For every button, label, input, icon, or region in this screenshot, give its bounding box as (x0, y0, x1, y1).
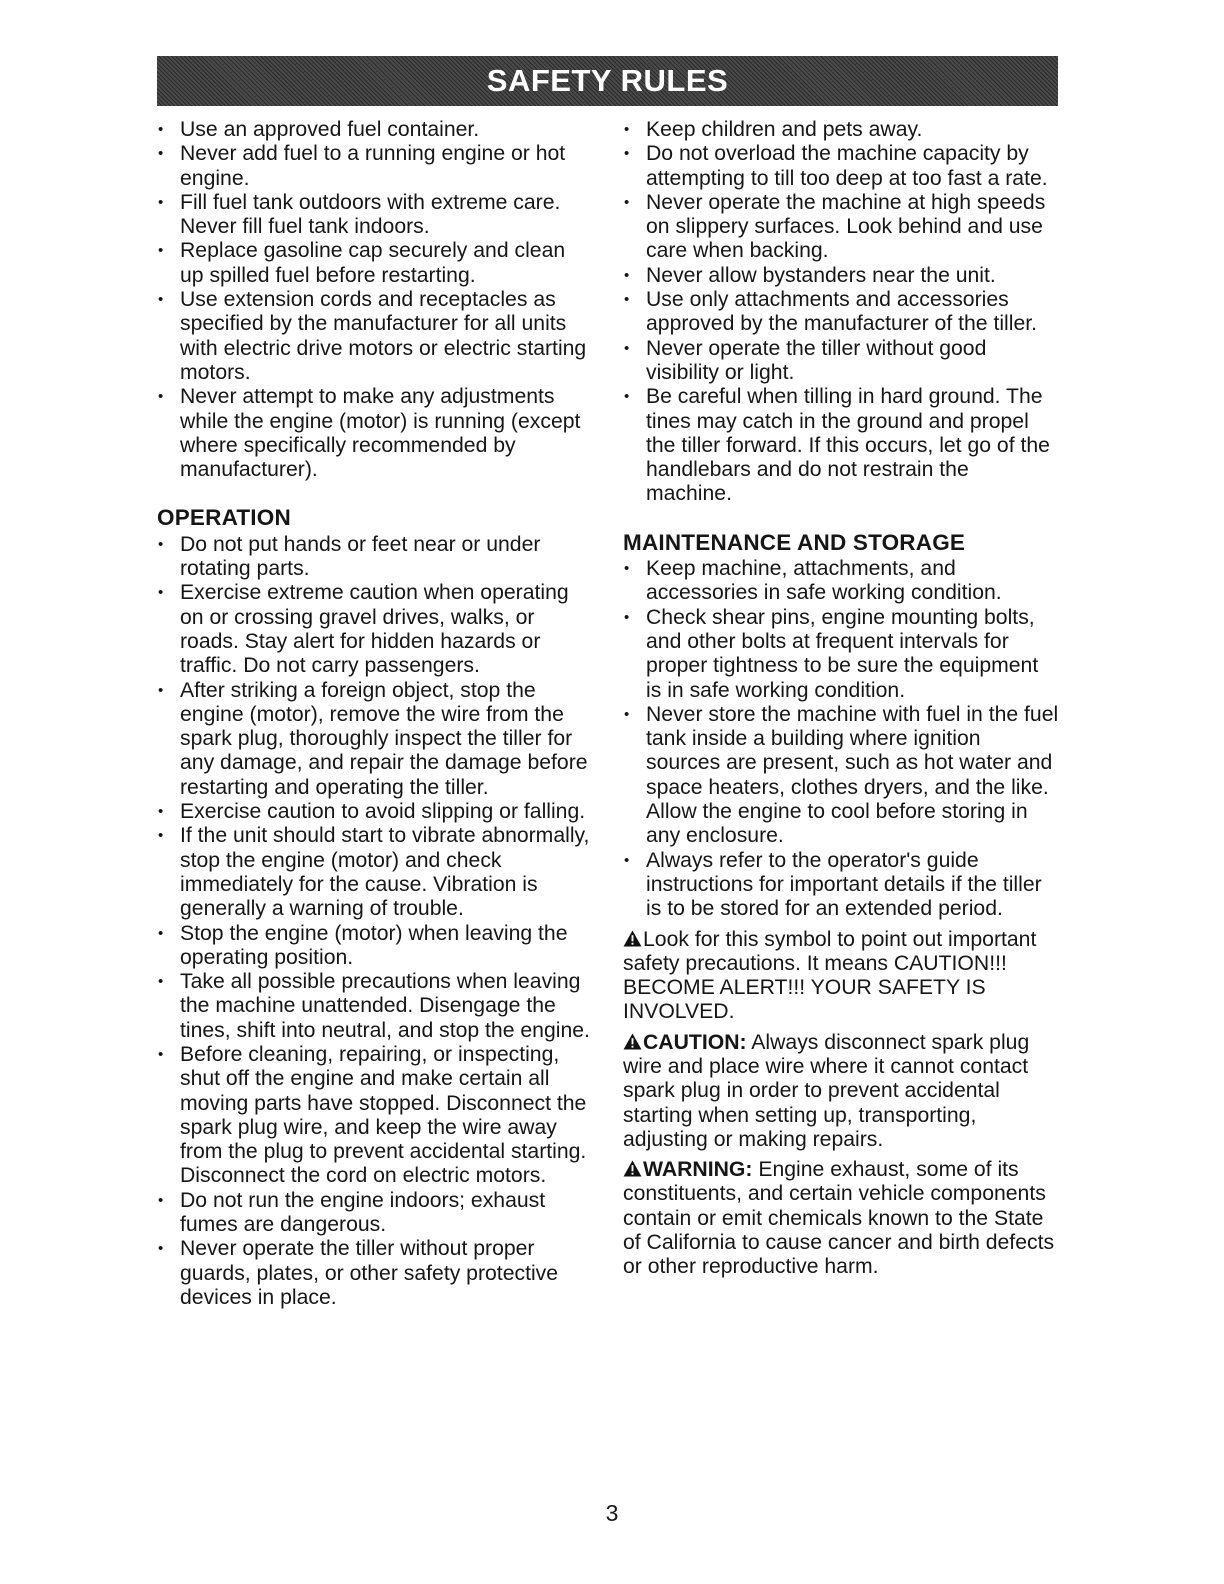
list-item: • Keep machine, attachments, and accessories in safe working condition. (623, 557, 1059, 606)
list-item: • Stop the engine (motor) when leaving the operating position. (157, 922, 593, 971)
operation-list (157, 533, 593, 1311)
list-item: • Do not overload the machine capacity by attempting to till too deep at too fast a rate. (623, 142, 1059, 191)
caution-note (623, 1031, 1059, 1152)
list-item: • Fill fuel tank outdoors with extreme care. Never fill fuel tank indoors. (157, 191, 593, 240)
list-item: • Never operate the tiller without good visibility or light. (623, 337, 1059, 386)
list-item: • After striking a foreign object, stop the engine (motor), remove the wire from the spark plug, thoroughly inspect the tiller for any damage, and repair the damage before restarting and operating the tiller. (157, 679, 593, 800)
caution-label: CAUTION: (643, 1030, 747, 1054)
list-item: • Be careful when tilling in hard ground. The tines may catch in the ground and propel the tiller forward. If this occurs, let go of the handlebars and do not restrain the machine. (623, 385, 1059, 506)
symbol-note (623, 928, 1059, 1025)
list-item: • Never allow bystanders near the unit. (623, 264, 1059, 288)
list-item: • Exercise extreme caution when operating on or crossing gravel drives, walks, or roads. Stay alert for hidden hazards or traffic. Do not carry passengers. (157, 581, 593, 678)
symbol-note-text: Look for this symbol to point out important safety precautions. It means CAUTION!!! BECOME ALERT!!! YOUR SAFETY IS INVOLVED. (623, 927, 1037, 1024)
maintenance-list (623, 557, 1059, 921)
page-number: 3 (605, 1500, 619, 1526)
list-item: • Check shear pins, engine mounting bolts, and other bolts at frequent intervals for proper tightness to be sure the equipment is in safe working condition. (623, 606, 1059, 703)
warning-triangle-icon (623, 1033, 642, 1050)
list-item: • Use an approved fuel container. (157, 118, 593, 142)
list-item: • Use only attachments and accessories approved by the manufacturer of the tiller. (623, 288, 1059, 337)
right-column (623, 118, 1059, 1280)
list-item: • Exercise caution to avoid slipping or falling. (157, 800, 593, 824)
list-item: • If the unit should start to vibrate abnormally, stop the engine (motor) and check immediately for the cause. Vibration is generally a warning of trouble. (157, 824, 593, 921)
list-item: • Keep children and pets away. (623, 118, 1059, 142)
intro-list (157, 118, 593, 482)
list-item: • Never operate the machine at high speeds on slippery surfaces. Look behind and use care when backing. (623, 191, 1059, 264)
caution-text: Always disconnect spark plug wire and place wire where it cannot contact spark plug in order to prevent accidental starting when setting up, transporting, adjusting or making repairs. (623, 1030, 1030, 1151)
maintenance-heading: MAINTENANCE AND STORAGE (623, 529, 966, 555)
list-item: • Do not run the engine indoors; exhaust fumes are dangerous. (157, 1189, 593, 1238)
warning-triangle-icon (623, 1160, 642, 1177)
list-item: • Never store the machine with fuel in the fuel tank inside a building where ignition sources are present, such as hot water and space heaters, clothes dryers, and the like. Allow the engine to cool before storing in any enclosure. (623, 703, 1059, 849)
list-item: • Never add fuel to a running engine or hot engine. (157, 142, 593, 191)
warning-text: Engine exhaust, some of its constituents, and certain vehicle components contain or emit chemicals known to the State of California to cause cancer and birth defects or other reproductive harm. (623, 1158, 1055, 1279)
list-item: • Take all possible precautions when leaving the machine unattended. Disengage the tines, shift into neutral, and stop the engine. (157, 970, 593, 1043)
list-item: • Use extension cords and receptacles as specified by the manufacturer for all units with electric drive motors or electric starting motors. (157, 288, 593, 385)
operation-list-continued (623, 118, 1059, 507)
list-item: • Replace gasoline cap securely and clean up spilled fuel before restarting. (157, 239, 593, 288)
list-item: • Do not put hands or feet near or under rotating parts. (157, 533, 593, 582)
list-item: • Before cleaning, repairing, or inspecting, shut off the engine and make certain all moving parts have stopped. Disconnect the spark plug wire, and keep the wire away from the plug to prevent accidental starting. Disconnect the cord on electric motors. (157, 1043, 593, 1189)
header-banner (157, 56, 1058, 106)
list-item: • Never operate the tiller without proper guards, plates, or other safety protective devices in place. (157, 1237, 593, 1310)
list-item: • Never attempt to make any adjustments while the engine (motor) is running (except where specifically recommended by manufacturer). (157, 385, 593, 482)
left-column (157, 118, 593, 1310)
warning-note (623, 1158, 1059, 1279)
page-title: SAFETY RULES (486, 63, 729, 98)
warning-triangle-icon (623, 930, 642, 947)
operation-heading: OPERATION (157, 505, 291, 531)
warning-label: WARNING: (643, 1158, 753, 1182)
list-item: • Always refer to the operator's guide instructions for important details if the tiller is to be stored for an extended period. (623, 849, 1059, 922)
